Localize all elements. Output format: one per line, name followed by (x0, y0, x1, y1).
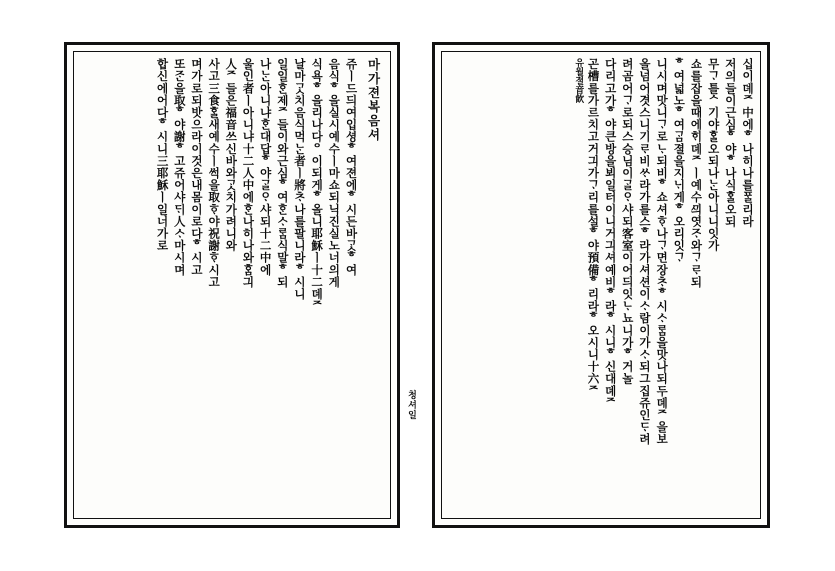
text-column: 며가로되밧으라이것은내몸이로다ᄒ시고 (189, 58, 204, 276)
text-column: 무ᄀᆞ틀ᄉ기야ᄒᆞᆯ오되나ᄂᆞᆫ아니니잇가 (706, 58, 721, 252)
spine-label-right-page: 청셔일 (406, 390, 416, 420)
book-leaf-left (432, 42, 770, 528)
text-column: 人ᄌ들은福音쓰신바와ᄀᆞᆺ치가려니와 (224, 58, 239, 252)
text-column: 사고三食ᄒᆞᆯ새예수ㅣ썩을取ᄒᆞ야祝謝ᄒᆞ시고 (207, 58, 222, 288)
text-column: 다리고가ᄒ야큰방을뵈일터이니거긔셔예비ᄒ라ᄒ시니ᄒ신대뎨ᄌ (603, 58, 618, 409)
marginal-note: 유월졀音飮 (573, 58, 584, 103)
text-column: 일일ᄒᆞᆫ제ᄌ들이와근심ᄒ여ᄒᆞᆫᄉᆞᄅᆞᆷ식말ᄒ되 (275, 58, 290, 288)
text-column: 쇼를잡을때에ᄒᆡ뎨ᄌㅣ예수ᄭᅴ엿ᄌᆞ와ᄀᆞᄅᆞ되 (689, 58, 704, 288)
text-column: ᄒ여넓노ᄒ여ᄀᆞᆷ졀을지ᄂᆡ게ᄒ오리잇ᄀᆞ (672, 58, 687, 264)
text-column: 합신에어다ᄒ시니三耶穌ㅣ일너가로 (155, 58, 170, 252)
text-column: 식욕ᄒ을리나다ᄋ이되게ᄒ올니耶穌ㅣ十二뎨ᄌ (310, 58, 325, 313)
text-column: 나ᄂᆞᆫ아니냐ᄒᆞᆫ대답ᄒ야ᄀᆞᆯᄋᆞ샤되十二中에 (258, 58, 273, 276)
page-header-right: 마가젼복음셔 (366, 58, 381, 142)
text-column: 음식ᄒ을실시예수ㅣ마쇼되닉진실노너의게 (327, 58, 342, 288)
text-column: 올넘어겻스니기ᄅᆞ비ᄊᆞ라가를스ᄒ라가셔션이ᄉᆞ람이가ᄉᆞ되그집쥬인ᄃᆞ려 (637, 58, 652, 446)
leaf-text-area-right (73, 51, 391, 519)
text-column: 날마ᄀᆞᆺ치음식먹ᄂᆞᆫ者ㅣ將ᄎᆞ나를팔니라ᄒ시니 (292, 58, 307, 300)
vertical-columns-right (78, 58, 386, 514)
text-column: 또ᄌᆞᆫ을取ᄒ야謝ᄒ고쥬어샤ᄃᆡ人ᄉᆞ마시며 (172, 58, 187, 276)
book-leaf-right (64, 42, 400, 528)
text-column: 곤槽를가르치고거긔가ᄀᆞ리를설ᄒ야預備ᄒ리라ᄒ오시니十六ᄌ (586, 58, 601, 397)
text-column: 쥬ㅣ드듸여입셩ᄒ여젼에ᄒ시든바ᄀᆞᆺᄒ여 (344, 58, 359, 276)
text-column: 울인者ㅣ아니냐十二人中에ᄒᆞᆫ나히나와ᄒᆞᆷ긔 (241, 58, 256, 288)
text-column: 려곰어ᄀᆞ로되스승님이ᄀᆞᆯᄋᆞ샤되客室이어듸잇ᄂᆞ뇨니가ᄒ거놀 (620, 58, 635, 385)
text-column: 십이뎨ᄌ中에ᄒ나히나를ᄑᆞᆯ리라 (741, 58, 755, 228)
vertical-columns-left (446, 58, 756, 514)
text-column: 니시며맛니ᄀᆞ로ᄂᆞ되비ᄒ쇼셔ᄒᆞ나ᄀᆞ면장ᄎᆞᄒ시ᄉᆞᄅᆞᆷ을맛나되두뎨ᄌ을보 (655, 58, 670, 446)
text-column: 저의들이근심ᄒ야ᄒ나식ᄒᆞᆯ오되 (723, 58, 738, 228)
leaf-text-area-left (441, 51, 761, 519)
